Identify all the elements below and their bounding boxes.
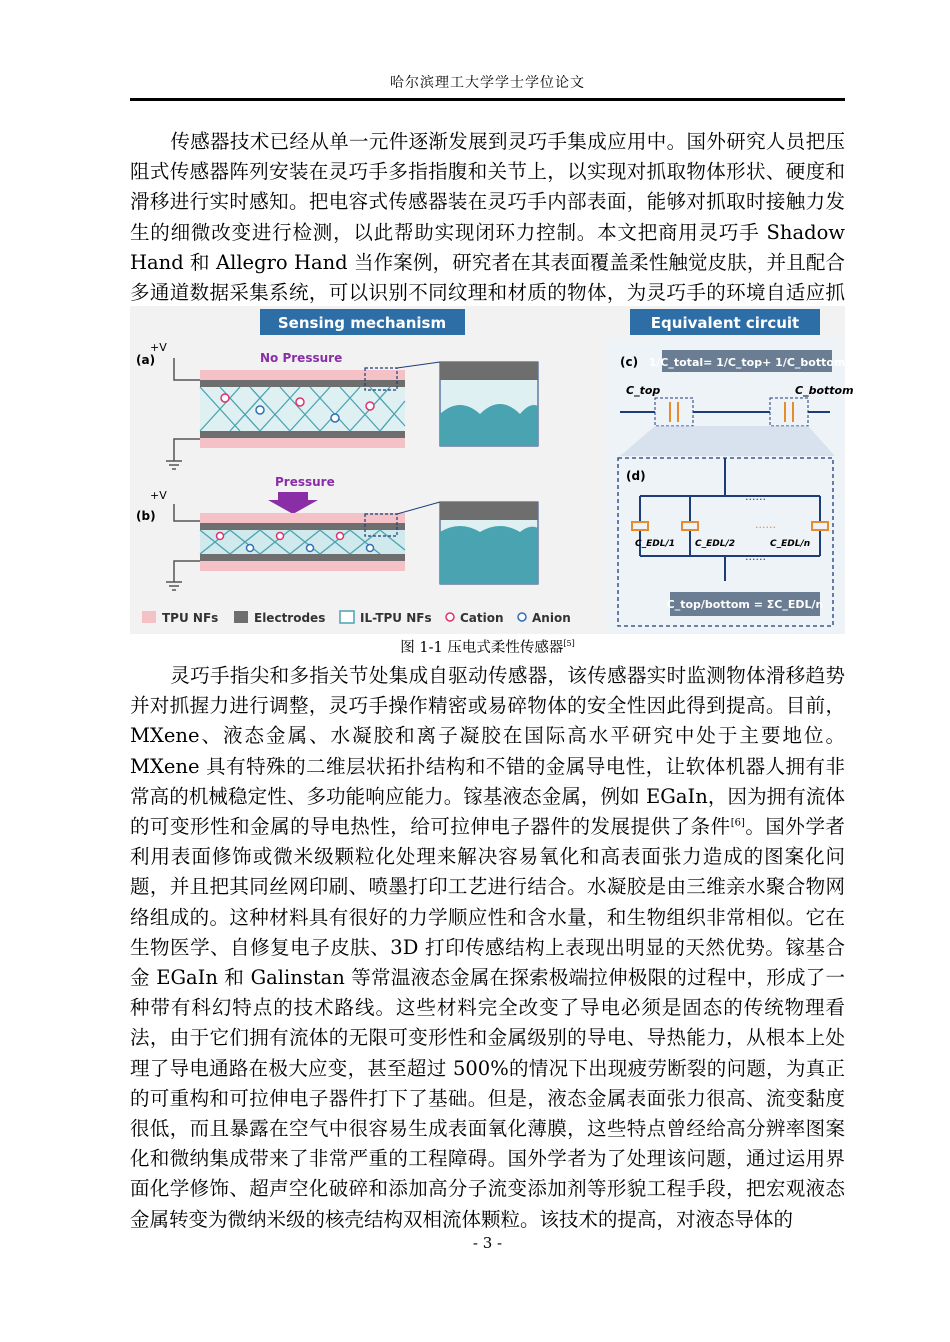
cap-bottom-box — [770, 398, 808, 426]
caption-text: 图 1-1 压电式柔性传感器 — [400, 640, 564, 656]
c-edl2-label: C_EDL/2 — [695, 539, 736, 549]
dots-mid: ...... — [755, 518, 776, 531]
tpu-bottom-b — [200, 561, 405, 571]
anion-b-1 — [247, 545, 254, 552]
legend-electrodes: Electrodes — [254, 611, 326, 625]
edl-cap-n — [812, 522, 828, 530]
zoom-wedge-c — [620, 426, 835, 456]
page-number: - 3 - — [472, 1234, 503, 1252]
cation-b-2 — [277, 533, 284, 540]
circuit-title: Equivalent circuit — [650, 314, 800, 332]
dots-top: ...... — [745, 490, 766, 503]
header-rule — [130, 98, 845, 101]
figure-sensor-diagram — [130, 306, 854, 634]
panel-a-label: (a) — [136, 353, 156, 367]
electrode-bottom-b — [200, 554, 405, 561]
cation-a-3 — [366, 402, 374, 410]
cap-top-box — [655, 398, 693, 426]
figure-caption — [130, 636, 845, 657]
paragraph-2-text-a: 灵巧手指尖和多指关节处集成自驱动传感器，该传感器实时监测物体滑移趋势并对抓握力进行调整，灵巧手操作精密或易碎物体的安全性因此得到提高。目前，MXene、液态金属、水凝胶和离子凝胶在国际高水平研究中处于主要地位。MXene 具有特殊的二维层状拓扑结构和不错的金属导电性，让软体机器人拥有非常高的机械稳定性、多功能响应能力。镓基液态金属，例如 EGaIn，因为拥有流体的可变形性和金属的导电热性，给可拉伸电子器件的发展提供了条件 — [130, 664, 845, 839]
c-total-equation: 1/C_total= 1/C_top+ 1/C_bottom — [648, 356, 846, 369]
dots-bottom: ...... — [745, 550, 766, 563]
c-top-label: C_top — [626, 384, 661, 397]
edl-cap-1 — [632, 522, 648, 530]
c-edl1-label: C_EDL/1 — [635, 539, 676, 549]
voltage-a-label: +V — [150, 341, 167, 354]
tpu-top-a — [200, 370, 405, 380]
cation-a-1 — [221, 394, 229, 402]
paragraph-2 — [130, 661, 845, 1235]
legend-anion: Anion — [532, 611, 571, 625]
legend-tpu: TPU NFs — [162, 611, 219, 625]
legend-swatch-electrodes — [234, 611, 248, 623]
no-pressure-label: No Pressure — [260, 351, 343, 365]
electrode-bottom-a — [200, 431, 405, 438]
legend-swatch-anion — [518, 613, 526, 621]
paragraph-1-text: 传感器技术已经从单一元件逐渐发展到灵巧手集成应用中。国外研究人员把压阻式传感器阵列安装在灵巧手多指指腹和关节上，以实现对抓取物体形状、硬度和滑移进行实时感知。把电容式传感器装在灵巧手内部表面，能够对抓取时接触力发生的细微改变进行检测，以此帮助实现闭环力控制。本文把商用灵巧手 Shadow Hand 和 Allegro Hand 当作案例，研究者在其表面覆盖柔性触觉皮肤，并且配合多通道数据采集系统，可以识别不同纹理和材质的物体，为灵巧手的环境自适应抓 — [130, 130, 845, 305]
zoom-electrode-b — [440, 502, 538, 520]
anion-a-2 — [331, 414, 339, 422]
il-tpu-layer-b — [200, 530, 405, 554]
edl-cap-2 — [682, 522, 698, 530]
tpu-bottom-a — [200, 438, 405, 448]
panel-b-label: (b) — [136, 509, 156, 523]
tpu-top-b — [200, 513, 405, 523]
c-bottom-label: C_bottom — [795, 384, 854, 397]
electrode-top-a — [200, 380, 405, 387]
cation-b-1 — [217, 533, 224, 540]
zoom-lines-b — [397, 502, 440, 514]
voltage-b-label: +V — [150, 489, 167, 502]
anion-a-1 — [256, 406, 264, 414]
legend-cation: Cation — [460, 611, 504, 625]
c-edln-label: C_EDL/n — [770, 539, 811, 549]
anion-b-2 — [307, 545, 314, 552]
caption-ref: [5] — [563, 639, 575, 649]
cation-b-3 — [337, 533, 344, 540]
zoom-il-b — [440, 526, 538, 584]
running-header: 哈尔滨理工大学学士学位论文 — [390, 75, 585, 91]
legend-il-tpu: IL-TPU NFs — [360, 611, 432, 625]
sensing-title: Sensing mechanism — [277, 314, 447, 332]
legend-swatch-cation — [446, 613, 454, 621]
zoom-lines-a — [397, 362, 440, 368]
zoom-electrode-a — [440, 362, 538, 380]
cation-a-2 — [296, 398, 304, 406]
paragraph-2-text-b: 。国外学者利用表面修饰或微米级颗粒化处理来解决容易氧化和高表面张力造成的图案化问题，并且把其同丝网印刷、喷墨打印工艺进行结合。水凝胶是由三维亲水聚合物网络组成的。这种材料具有很好的力学顺应性和含水量，和生物组织非常相似。它在生物医学、自修复电子皮肤、3D 打印传感结构上表现出明显的天然优势。镓基合金 EGaIn 和 Galinstan 等常温液态金属在探索极端拉伸极限的过程中，形成了一种带有科幻特点的技术路线。这些材料完全改变了导电必须是固态的传统物理看法，由于它们拥有流体的无限可变形性和金属级别的导电、导热能力，从根本上处理了导电通路在极大应变，甚至超过 500%的情况下出现疲劳断裂的问题，为真正的可重构和可拉伸电子器件打下了基础。但是，液态金属表面张力很高、流变黏度很低，而且暴露在空气中很容易生成表面氧化薄膜，这些特点曾经给高分辨率图案化和微纳集成带来了非常严重的工程障碍。国外学者为了处理该问题，通过运用界面化学修饰、超声空化破碎和添加高分子流变添加剂等形貌工程手段，把宏观液态金属转变为微纳米级的核壳结构双相流体颗粒。该技术的提高，对液态导体的 — [130, 815, 845, 1231]
legend-swatch-il-tpu — [340, 611, 354, 623]
legend-swatch-tpu — [142, 611, 156, 623]
anion-b-3 — [367, 545, 374, 552]
pressure-label: Pressure — [275, 475, 335, 489]
paragraph-2-ref: [6] — [730, 817, 745, 829]
panel-c-label: (c) — [620, 355, 639, 369]
electrode-top-b — [200, 523, 405, 530]
pressure-arrow — [268, 492, 318, 514]
panel-d-label: (d) — [626, 469, 646, 483]
c-sum-equation: C_top/bottom = ΣC_EDL/n — [666, 598, 824, 611]
